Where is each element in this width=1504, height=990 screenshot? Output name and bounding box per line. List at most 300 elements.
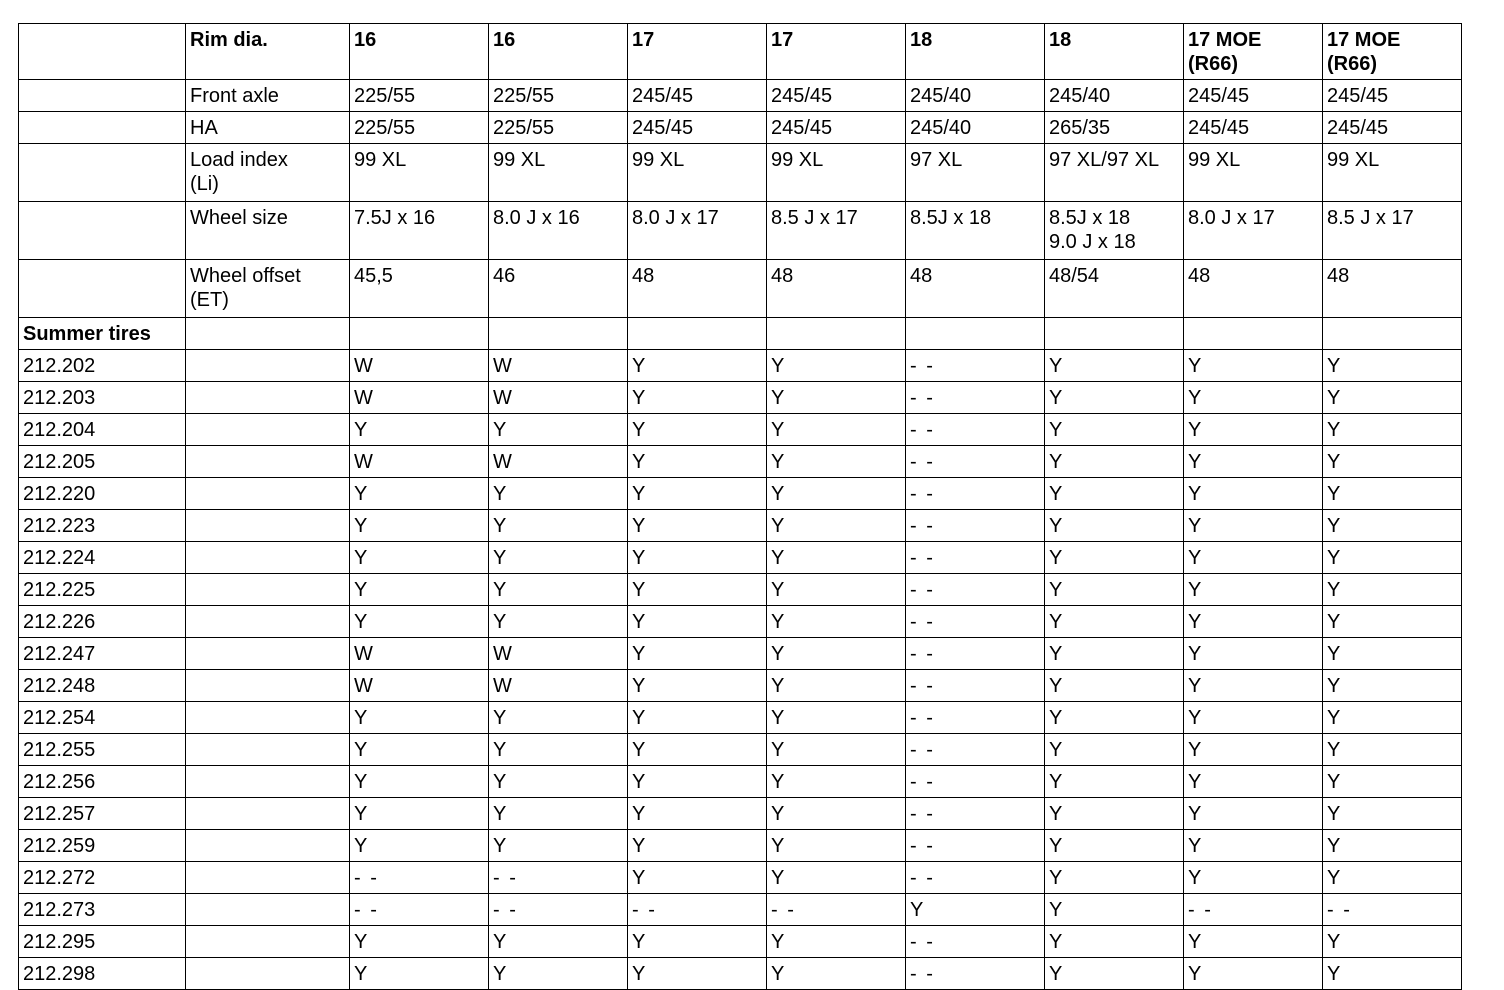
fitment-cell: Y (1184, 542, 1323, 574)
fitment-cell: Y (767, 798, 906, 830)
rim-value: 18 (1045, 24, 1184, 80)
fitment-cell: Y (1184, 478, 1323, 510)
fitment-cell: Y (1045, 446, 1184, 478)
tire-code: 212.255 (19, 734, 186, 766)
empty-cell (186, 606, 350, 638)
empty-cell (19, 24, 186, 80)
table-row (19, 958, 1462, 990)
fitment-cell: Y (1184, 798, 1323, 830)
fitment-cell: - - (906, 606, 1045, 638)
fitment-cell: Y (1045, 478, 1184, 510)
fitment-cell: - - (906, 862, 1045, 894)
table-row (19, 894, 1462, 926)
fitment-cell: Y (628, 510, 767, 542)
load-index-value: 99 XL (489, 144, 628, 202)
fitment-cell: Y (489, 926, 628, 958)
fitment-cell: Y (1323, 350, 1462, 382)
tire-code: 212.203 (19, 382, 186, 414)
wheel-offset-value: 46 (489, 260, 628, 318)
fitment-cell: - - (906, 926, 1045, 958)
wheel-offset-value: 48 (906, 260, 1045, 318)
wheel-offset-value: 48 (628, 260, 767, 318)
front-axle-value: 245/40 (906, 80, 1045, 112)
wheel-size-value: 7.5J x 16 (350, 202, 489, 260)
fitment-cell: - - (906, 382, 1045, 414)
fitment-cell: Y (1045, 926, 1184, 958)
wheel-size-value: 8.0 J x 17 (1184, 202, 1323, 260)
ha-value: 245/45 (767, 112, 906, 144)
fitment-cell: Y (1045, 542, 1184, 574)
rim-value: 17 MOE (R66) (1323, 24, 1462, 80)
wheel-size-value: 8.0 J x 17 (628, 202, 767, 260)
front-axle-value: 245/45 (628, 80, 767, 112)
fitment-cell: Y (628, 446, 767, 478)
ha-value: 245/45 (1323, 112, 1462, 144)
fitment-cell: W (489, 670, 628, 702)
fitment-cell: Y (350, 542, 489, 574)
fitment-cell: Y (628, 414, 767, 446)
load-index-value: 97 XL (906, 144, 1045, 202)
fitment-cell: Y (1184, 510, 1323, 542)
fitment-cell: - - (489, 862, 628, 894)
fitment-cell: Y (1323, 734, 1462, 766)
fitment-cell: Y (767, 926, 906, 958)
tire-rows (19, 350, 1462, 990)
wheel-size-row (19, 202, 1462, 260)
fitment-cell: Y (489, 766, 628, 798)
fitment-cell: Y (350, 478, 489, 510)
fitment-cell: Y (1045, 382, 1184, 414)
rim-value: 16 (489, 24, 628, 80)
load-index-value: 97 XL/97 XL (1045, 144, 1184, 202)
front-axle-value: 245/45 (767, 80, 906, 112)
ha-value: 225/55 (350, 112, 489, 144)
table-row (19, 926, 1462, 958)
fitment-cell: Y (1184, 382, 1323, 414)
fitment-cell: Y (489, 510, 628, 542)
section-title: Summer tires (19, 318, 186, 350)
table-row (19, 542, 1462, 574)
fitment-cell: Y (489, 606, 628, 638)
fitment-cell: Y (1323, 414, 1462, 446)
load-index-value: 99 XL (350, 144, 489, 202)
empty-cell (350, 318, 489, 350)
fitment-cell: Y (767, 638, 906, 670)
fitment-cell: Y (1323, 446, 1462, 478)
fitment-cell: Y (767, 702, 906, 734)
fitment-cell: W (489, 638, 628, 670)
fitment-cell: - - (906, 766, 1045, 798)
fitment-cell: Y (1323, 382, 1462, 414)
tire-compatibility-table (18, 23, 1462, 990)
fitment-cell: Y (628, 670, 767, 702)
row-label: Load index (Li) (186, 144, 350, 202)
empty-cell (186, 734, 350, 766)
fitment-cell: Y (1184, 830, 1323, 862)
table-row (19, 350, 1462, 382)
fitment-cell: Y (350, 414, 489, 446)
wheel-offset-value: 48 (1323, 260, 1462, 318)
empty-cell (186, 766, 350, 798)
empty-cell (19, 144, 186, 202)
ha-value: 245/40 (906, 112, 1045, 144)
fitment-cell: Y (628, 830, 767, 862)
fitment-cell: Y (1184, 734, 1323, 766)
empty-cell (186, 702, 350, 734)
fitment-cell: Y (1045, 894, 1184, 926)
fitment-cell: Y (628, 574, 767, 606)
empty-cell (186, 574, 350, 606)
fitment-cell: Y (1323, 542, 1462, 574)
empty-cell (186, 510, 350, 542)
empty-cell (186, 798, 350, 830)
fitment-cell: - - (906, 702, 1045, 734)
table-row (19, 702, 1462, 734)
fitment-cell: Y (350, 958, 489, 990)
fitment-cell: - - (906, 478, 1045, 510)
front-axle-value: 225/55 (350, 80, 489, 112)
table-row (19, 382, 1462, 414)
wheel-offset-value: 48 (767, 260, 906, 318)
fitment-cell: Y (628, 958, 767, 990)
fitment-cell: Y (350, 830, 489, 862)
tire-code: 212.257 (19, 798, 186, 830)
fitment-cell: Y (1323, 798, 1462, 830)
fitment-cell: Y (767, 414, 906, 446)
fitment-cell: Y (1045, 638, 1184, 670)
load-index-row (19, 144, 1462, 202)
fitment-cell: Y (1045, 734, 1184, 766)
fitment-cell: Y (1184, 926, 1323, 958)
fitment-cell: - - (1184, 894, 1323, 926)
empty-cell (186, 318, 350, 350)
fitment-cell: Y (1323, 766, 1462, 798)
empty-cell (1184, 318, 1323, 350)
empty-cell (186, 958, 350, 990)
fitment-cell: W (350, 382, 489, 414)
fitment-cell: W (489, 350, 628, 382)
fitment-cell: Y (767, 670, 906, 702)
fitment-cell: Y (628, 734, 767, 766)
tire-code: 212.295 (19, 926, 186, 958)
fitment-cell: Y (767, 510, 906, 542)
row-label: Wheel offset (ET) (186, 260, 350, 318)
fitment-cell: Y (1045, 670, 1184, 702)
rim-value: 17 (628, 24, 767, 80)
wheel-size-value: 8.5 J x 17 (1323, 202, 1462, 260)
fitment-cell: - - (906, 446, 1045, 478)
fitment-cell: Y (767, 446, 906, 478)
rim-value: 17 MOE (R66) (1184, 24, 1323, 80)
fitment-cell: Y (628, 606, 767, 638)
table-row (19, 734, 1462, 766)
fitment-cell: - - (489, 894, 628, 926)
fitment-cell: Y (767, 958, 906, 990)
fitment-cell: Y (767, 574, 906, 606)
fitment-cell: - - (628, 894, 767, 926)
fitment-cell: Y (350, 510, 489, 542)
fitment-cell: - - (906, 350, 1045, 382)
load-index-value: 99 XL (1323, 144, 1462, 202)
fitment-cell: Y (1323, 606, 1462, 638)
fitment-cell: Y (1184, 350, 1323, 382)
fitment-cell: W (350, 638, 489, 670)
fitment-cell: Y (1045, 414, 1184, 446)
fitment-cell: Y (1323, 574, 1462, 606)
spec-rows (19, 24, 1462, 350)
empty-cell (628, 318, 767, 350)
empty-cell (767, 318, 906, 350)
fitment-cell: Y (1045, 958, 1184, 990)
wheel-offset-value: 48 (1184, 260, 1323, 318)
fitment-cell: W (350, 446, 489, 478)
empty-cell (186, 542, 350, 574)
fitment-cell: Y (1184, 414, 1323, 446)
fitment-cell: Y (489, 574, 628, 606)
tire-code: 212.220 (19, 478, 186, 510)
fitment-cell: - - (906, 734, 1045, 766)
fitment-cell: - - (767, 894, 906, 926)
fitment-cell: Y (767, 382, 906, 414)
fitment-cell: Y (1184, 574, 1323, 606)
fitment-cell: - - (906, 958, 1045, 990)
tire-code: 212.204 (19, 414, 186, 446)
fitment-cell: Y (628, 798, 767, 830)
fitment-cell: Y (1045, 830, 1184, 862)
tire-code: 212.298 (19, 958, 186, 990)
fitment-cell: W (350, 350, 489, 382)
fitment-cell: Y (767, 542, 906, 574)
fitment-cell: - - (350, 862, 489, 894)
wheel-offset-row (19, 260, 1462, 318)
fitment-cell: Y (1184, 446, 1323, 478)
load-index-value: 99 XL (1184, 144, 1323, 202)
empty-cell (19, 202, 186, 260)
fitment-cell: - - (906, 510, 1045, 542)
front-axle-value: 245/40 (1045, 80, 1184, 112)
tire-code: 212.272 (19, 862, 186, 894)
ha-row (19, 112, 1462, 144)
fitment-cell: Y (628, 862, 767, 894)
fitment-cell: Y (628, 478, 767, 510)
fitment-cell: Y (1184, 670, 1323, 702)
empty-cell (186, 350, 350, 382)
fitment-cell: Y (489, 830, 628, 862)
table-row (19, 446, 1462, 478)
fitment-cell: - - (350, 894, 489, 926)
empty-cell (186, 862, 350, 894)
fitment-cell: Y (489, 478, 628, 510)
fitment-cell: Y (1323, 830, 1462, 862)
fitment-cell: Y (489, 798, 628, 830)
tire-code: 212.248 (19, 670, 186, 702)
fitment-cell: - - (906, 542, 1045, 574)
table-row (19, 766, 1462, 798)
fitment-cell: Y (350, 766, 489, 798)
front-axle-value: 245/45 (1184, 80, 1323, 112)
tire-code: 212.205 (19, 446, 186, 478)
fitment-cell: Y (906, 894, 1045, 926)
fitment-cell: Y (767, 734, 906, 766)
fitment-cell: Y (628, 926, 767, 958)
fitment-cell: Y (1184, 606, 1323, 638)
fitment-cell: Y (628, 766, 767, 798)
empty-cell (1045, 318, 1184, 350)
fitment-cell: Y (767, 830, 906, 862)
fitment-cell: Y (767, 606, 906, 638)
empty-cell (186, 446, 350, 478)
table-row (19, 510, 1462, 542)
fitment-cell: Y (1045, 606, 1184, 638)
table-row (19, 862, 1462, 894)
tire-code: 212.202 (19, 350, 186, 382)
wheel-offset-value: 48/54 (1045, 260, 1184, 318)
empty-cell (186, 638, 350, 670)
tire-code: 212.224 (19, 542, 186, 574)
table-row (19, 670, 1462, 702)
tire-code: 212.273 (19, 894, 186, 926)
fitment-cell: Y (350, 798, 489, 830)
fitment-cell: - - (906, 574, 1045, 606)
fitment-cell: Y (1184, 638, 1323, 670)
fitment-cell: Y (628, 542, 767, 574)
ha-value: 265/35 (1045, 112, 1184, 144)
tire-code: 212.259 (19, 830, 186, 862)
table-row (19, 414, 1462, 446)
fitment-cell: Y (767, 350, 906, 382)
fitment-cell: Y (350, 574, 489, 606)
fitment-cell: Y (489, 414, 628, 446)
fitment-cell: Y (1184, 766, 1323, 798)
table-row (19, 606, 1462, 638)
fitment-cell: Y (489, 958, 628, 990)
empty-cell (186, 670, 350, 702)
wheel-size-value: 8.5J x 18 (906, 202, 1045, 260)
empty-cell (186, 926, 350, 958)
empty-cell (489, 318, 628, 350)
empty-cell (186, 382, 350, 414)
tire-code: 212.225 (19, 574, 186, 606)
fitment-cell: Y (1184, 702, 1323, 734)
row-label: Front axle (186, 80, 350, 112)
fitment-cell: Y (628, 638, 767, 670)
fitment-cell: Y (1323, 638, 1462, 670)
fitment-cell: Y (489, 734, 628, 766)
section-header-row (19, 318, 1462, 350)
fitment-cell: Y (628, 350, 767, 382)
wheel-size-value: 8.0 J x 16 (489, 202, 628, 260)
fitment-cell: W (350, 670, 489, 702)
table-row (19, 798, 1462, 830)
fitment-cell: Y (1323, 958, 1462, 990)
fitment-cell: Y (628, 382, 767, 414)
empty-cell (906, 318, 1045, 350)
fitment-cell: Y (1184, 862, 1323, 894)
table-row (19, 574, 1462, 606)
tire-code: 212.254 (19, 702, 186, 734)
fitment-cell: Y (350, 702, 489, 734)
fitment-cell: Y (1323, 510, 1462, 542)
rim-value: 17 (767, 24, 906, 80)
fitment-cell: Y (1045, 574, 1184, 606)
ha-value: 225/55 (489, 112, 628, 144)
empty-cell (186, 414, 350, 446)
fitment-cell: Y (767, 862, 906, 894)
fitment-cell: - - (906, 414, 1045, 446)
rim-value: 18 (906, 24, 1045, 80)
fitment-cell: Y (350, 734, 489, 766)
fitment-cell: Y (1184, 958, 1323, 990)
empty-cell (19, 260, 186, 318)
row-label: HA (186, 112, 350, 144)
fitment-cell: Y (1045, 862, 1184, 894)
load-index-value: 99 XL (628, 144, 767, 202)
fitment-cell: - - (906, 638, 1045, 670)
fitment-cell: W (489, 446, 628, 478)
fitment-cell: Y (1045, 350, 1184, 382)
empty-cell (186, 830, 350, 862)
rim-value: 16 (350, 24, 489, 80)
fitment-cell: Y (767, 478, 906, 510)
fitment-cell: Y (1045, 766, 1184, 798)
fitment-cell: Y (489, 542, 628, 574)
fitment-cell: Y (1323, 862, 1462, 894)
wheel-offset-value: 45,5 (350, 260, 489, 318)
ha-value: 245/45 (1184, 112, 1323, 144)
empty-cell (186, 894, 350, 926)
fitment-cell: Y (767, 766, 906, 798)
table-row (19, 830, 1462, 862)
fitment-cell: - - (1323, 894, 1462, 926)
tire-code: 212.223 (19, 510, 186, 542)
fitment-cell: Y (350, 926, 489, 958)
load-index-value: 99 XL (767, 144, 906, 202)
table-row (19, 478, 1462, 510)
fitment-cell: Y (1323, 478, 1462, 510)
empty-cell (186, 478, 350, 510)
wheel-size-value: 8.5 J x 17 (767, 202, 906, 260)
fitment-cell: - - (906, 670, 1045, 702)
fitment-cell: Y (628, 702, 767, 734)
table-row (19, 638, 1462, 670)
fitment-cell: Y (489, 702, 628, 734)
tire-code: 212.256 (19, 766, 186, 798)
fitment-cell: - - (906, 830, 1045, 862)
row-label: Rim dia. (186, 24, 350, 80)
fitment-cell: Y (1045, 702, 1184, 734)
fitment-cell: - - (906, 798, 1045, 830)
front-axle-row (19, 80, 1462, 112)
tire-code: 212.247 (19, 638, 186, 670)
empty-cell (19, 112, 186, 144)
empty-cell (19, 80, 186, 112)
wheel-size-value: 8.5J x 18 9.0 J x 18 (1045, 202, 1184, 260)
fitment-cell: Y (1045, 510, 1184, 542)
row-label: Wheel size (186, 202, 350, 260)
front-axle-value: 225/55 (489, 80, 628, 112)
fitment-cell: Y (1323, 926, 1462, 958)
empty-cell (1323, 318, 1462, 350)
tire-code: 212.226 (19, 606, 186, 638)
fitment-cell: W (489, 382, 628, 414)
fitment-cell: Y (1323, 670, 1462, 702)
ha-value: 245/45 (628, 112, 767, 144)
fitment-cell: Y (1323, 702, 1462, 734)
rim-diameter-row (19, 24, 1462, 80)
fitment-cell: Y (1045, 798, 1184, 830)
fitment-cell: Y (350, 606, 489, 638)
front-axle-value: 245/45 (1323, 80, 1462, 112)
